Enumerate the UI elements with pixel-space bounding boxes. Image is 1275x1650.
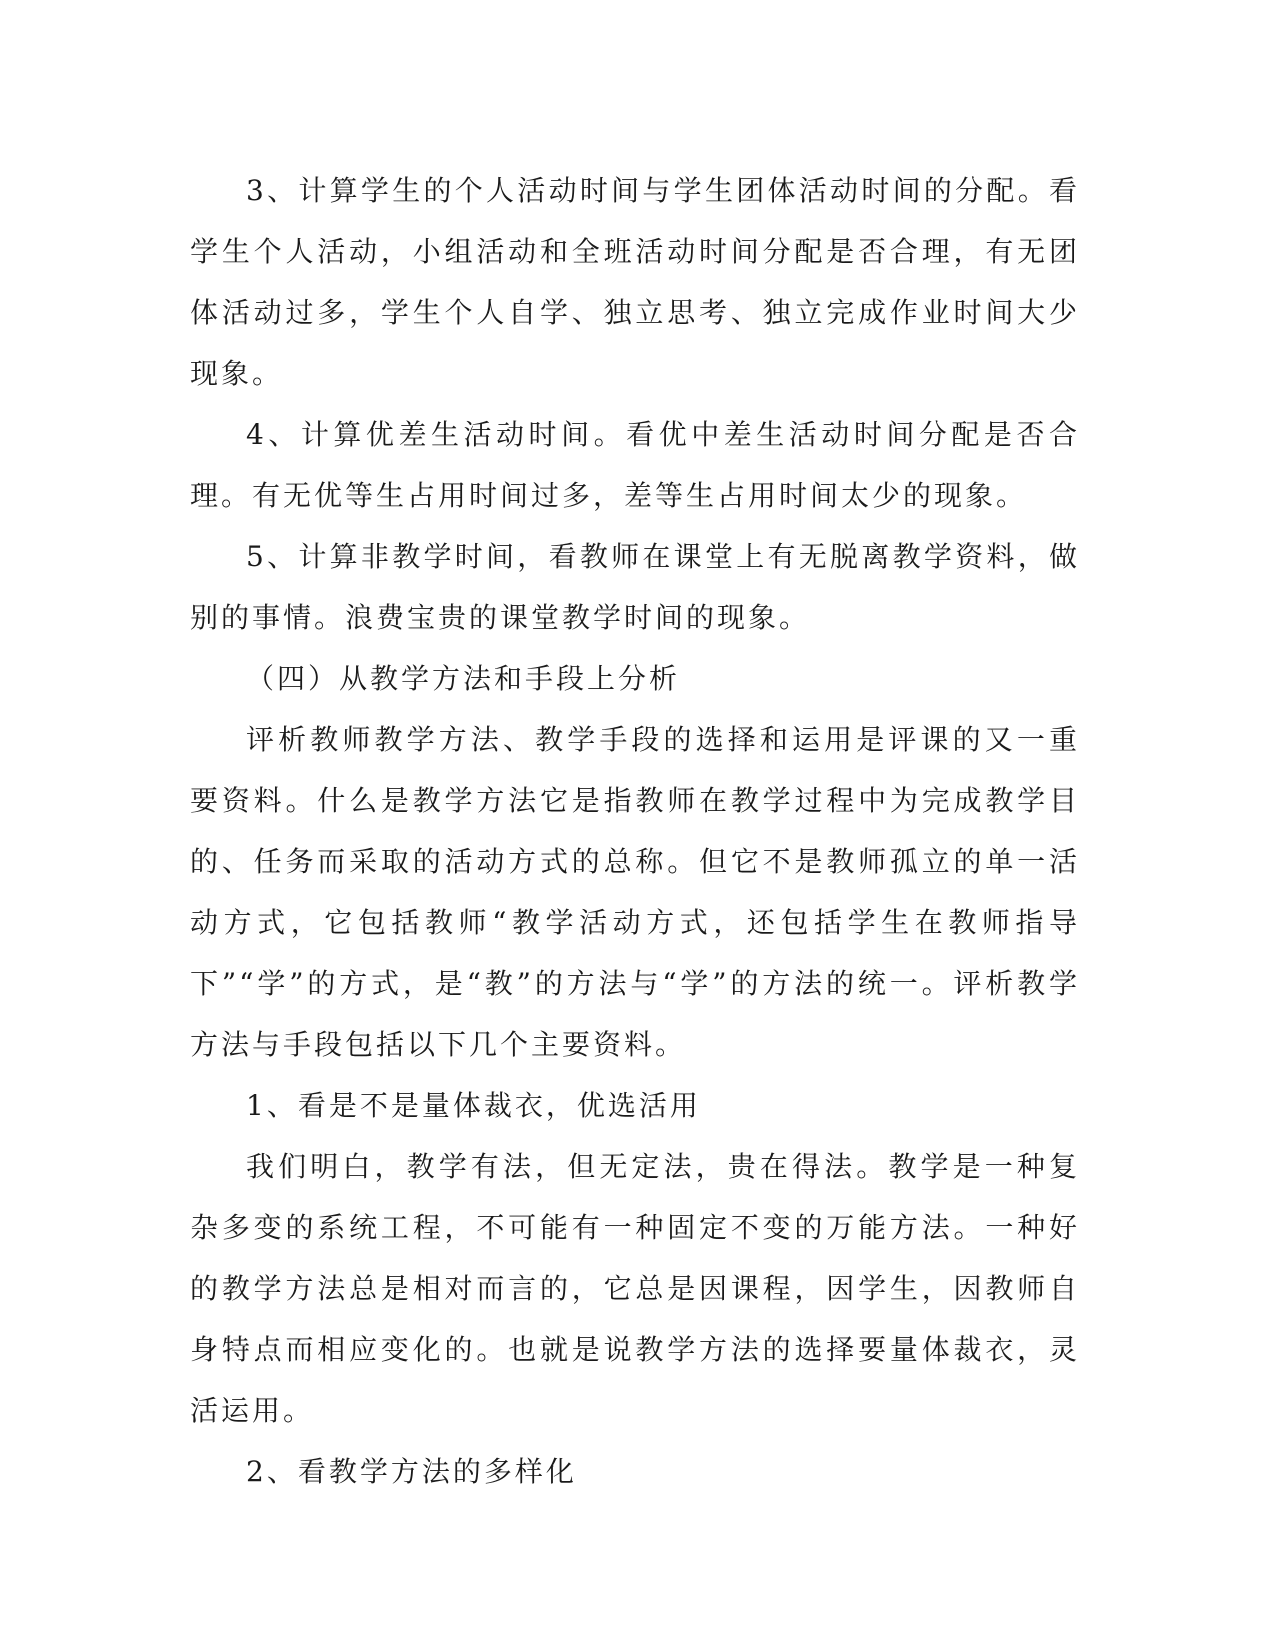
paragraph-method-choice: 我们明白，教学有法，但无定法，贵在得法。教学是一种复杂多变的系统工程，不可能有一种固定不变的万能方法。一种好的教学方法总是相对而言的，它总是因课程，因学生，因教师自身特点而相应变化的。也就是说教学方法的选择要量体裁衣，灵活运用。 (190, 1150, 1080, 1427)
paragraph-item-5: 5、计算非教学时间，看教师在课堂上有无脱离教学资料，做别的事情。浪费宝贵的课堂教学时间的现象。 (190, 540, 1080, 634)
paragraph-method-intro: 评析教师教学方法、教学手段的选择和运用是评课的又一重要资料。什么是教学方法它是指教师在教学过程中为完成教学目的、任务而采取的活动方式的总称。但它不是教师孤立的单一活动方式，它包括教师“教学活动方式，还包括学生在教师指导下”“学”的方式，是“教”的方法与“学”的方法的统一。评析教学方法与手段包括以下几个主要资料。 (190, 723, 1080, 1061)
section-heading-4: （四）从教学方法和手段上分析 (246, 662, 681, 695)
document-body (190, 160, 1080, 1502)
subheading-1: 1、看是不是量体裁衣，优选活用 (246, 1089, 701, 1122)
paragraph-item-3: 3、计算学生的个人活动时间与学生团体活动时间的分配。看学生个人活动，小组活动和全班活动时间分配是否合理，有无团体活动过多，学生个人自学、独立思考、独立完成作业时间大少现象。 (190, 174, 1080, 390)
paragraph-item-4: 4、计算优差生活动时间。看优中差生活动时间分配是否合理。有无优等生占用时间过多，差等生占用时间太少的现象。 (190, 418, 1080, 512)
subheading-2: 2、看教学方法的多样化 (246, 1455, 577, 1488)
